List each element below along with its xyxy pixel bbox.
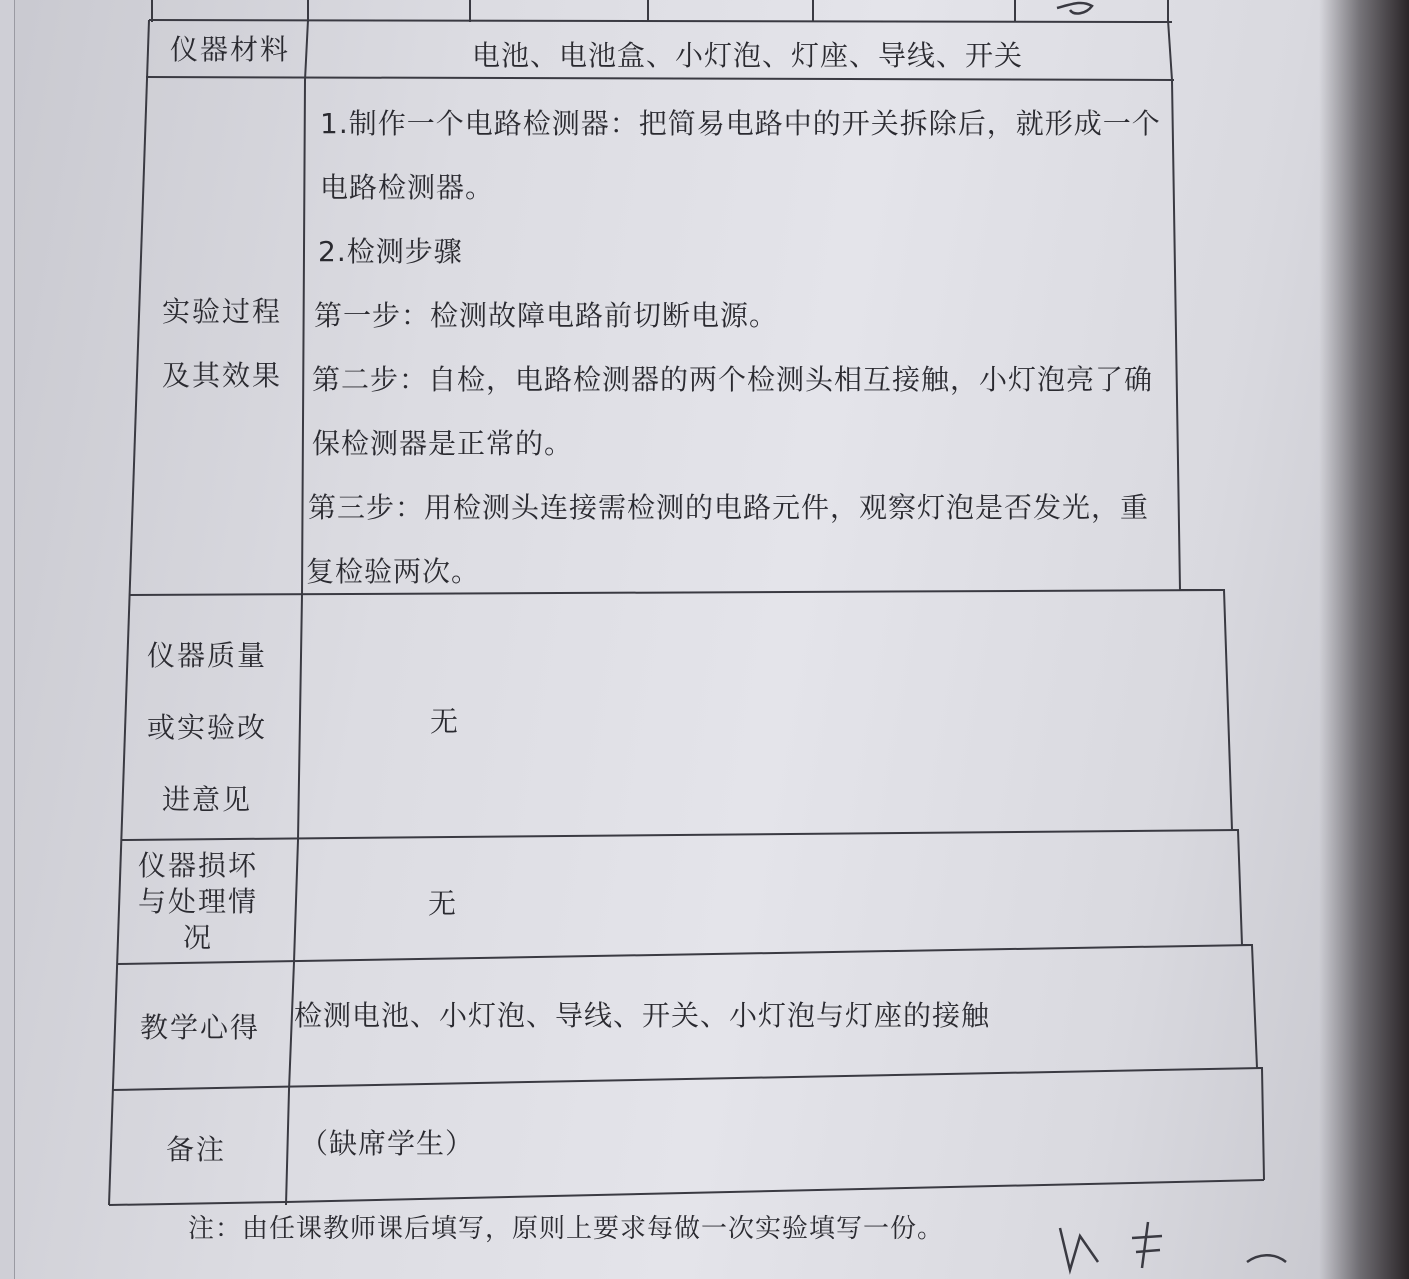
process-content [306,92,1161,604]
process-line: 保检测器是正常的。 [312,427,574,460]
process-line: 第一步：检测故障电路前切断电源。 [314,299,779,332]
process-line: 电路检测器。 [320,171,495,204]
materials-label: 仪器材料 [169,33,290,66]
experience-value: 检测电池、小灯泡、导线、开关、小灯泡与灯座的接触 [294,999,991,1032]
process-label-line2: 及其效果 [161,359,282,392]
quality-label [127,620,287,836]
quality-label-line2: 或实验改 [146,711,267,744]
process-line: 第二步：自检，电路检测器的两个检测头相互接触，小灯泡亮了确 [312,363,1154,396]
damage-value: 无 [428,887,458,920]
remarks-value: （缺席学生） [300,1127,475,1160]
quality-label-line1: 仪器质量 [146,639,267,672]
process-line: 1.制作一个电路检测器：把简易电路中的开关拆除后，就形成一个 [320,107,1161,140]
process-line: 复检验两次。 [306,555,481,588]
process-label-line1: 实验过程 [161,295,282,328]
experience-label: 教学心得 [139,1011,260,1044]
damage-label-line3: 况 [182,921,213,954]
quality-label-line3: 进意见 [161,783,252,816]
dark-surface-edge [1319,0,1409,1279]
damage-label-line1: 仪器损坏 [137,849,258,882]
process-line: 2.检测步骤 [318,235,463,268]
record-sheet [12,0,1322,1279]
footnote: 注：由任课教师课后填写，原则上要求每做一次实验填写一份。 [188,1214,945,1244]
damage-label-line2: 与处理情 [137,885,258,918]
materials-value: 电池、电池盒、小灯泡、灯座、导线、开关 [472,39,1024,72]
remarks-label: 备注 [165,1133,226,1166]
quality-value: 无 [430,705,460,738]
process-line: 第三步：用检测头连接需检测的电路元件，观察灯泡是否发光，重 [308,491,1150,524]
damage-label [124,848,272,956]
process-label [147,280,297,408]
